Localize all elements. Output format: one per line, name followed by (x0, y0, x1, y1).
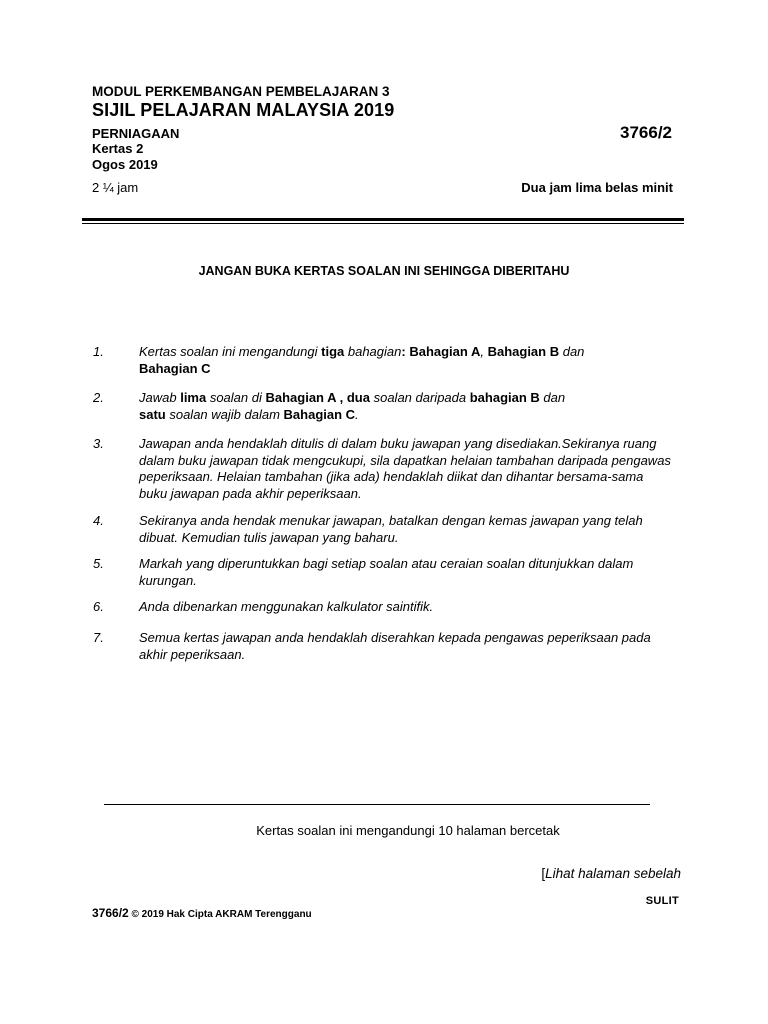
page-count-note: Kertas soalan ini mengandungi 10 halaman bercetak (256, 823, 560, 838)
instruction-text: Jawapan anda hendaklah ditulis di dalam buku jawapan yang disediakan.Sekiranya ruang dalam buku jawapan tidak mengcukupi, sila dapatkan helaian tambahan daripada pengawas peperiksaan. Helaian tambahan (jika ada) hendaklah diikat dan dihantar bersama-sama buku jawapan pada akhir peperiksaan. (139, 436, 671, 501)
paper-code: 3766/2 (620, 123, 672, 142)
footer-rule (104, 804, 650, 805)
instruction-number: 2. (93, 390, 104, 405)
next-page-note: [Lihat halaman sebelah (541, 866, 681, 881)
exam-date: Ogos 2019 (92, 157, 158, 172)
instruction-number: 1. (93, 344, 104, 359)
instruction-text: Jawab lima soalan di Bahagian A , dua soalan daripada bahagian B dan satu soalan wajib dalam Bahagian C. (139, 390, 566, 422)
instruction-text: Kertas soalan ini mengandungi tiga bahagian: Bahagian A, Bahagian B dan Bahagian C (139, 344, 585, 376)
warning-notice: JANGAN BUKA KERTAS SOALAN INI SEHINGGA DIBERITAHU (198, 264, 570, 278)
header-rule-thin (82, 223, 684, 224)
instruction-number: 4. (93, 513, 104, 528)
instruction-text: Semua kertas jawapan anda hendaklah diserahkan kepada pengawas peperiksaan pada akhir peperiksaan. (139, 630, 651, 662)
subject: PERNIAGAAN (92, 126, 180, 141)
instruction-number: 6. (93, 599, 104, 614)
instruction-number: 3. (93, 436, 104, 451)
instruction-number: 5. (93, 556, 104, 571)
instruction-text: Anda dibenarkan menggunakan kalkulator saintifik. (139, 599, 434, 614)
classification-label: SULIT (645, 895, 679, 907)
duration-words: Dua jam lima belas minit (521, 180, 673, 195)
instruction-text: Sekiranya anda hendak menukar jawapan, batalkan dengan kemas jawapan yang telah dibuat. Kemudian tulis jawapan yang baharu. (139, 513, 643, 545)
duration: 2 ¼ jam (92, 180, 139, 195)
instruction-number: 7. (93, 630, 104, 645)
header-rule-thick (82, 218, 684, 221)
instruction-text: Markah yang diperuntukkan bagi setiap soalan atau ceraian soalan ditunjukkan dalam kurungan. (139, 556, 634, 588)
copyright-line: 3766/2 © 2019 Hak Cipta AKRAM Terengganu (92, 906, 312, 920)
module-title: MODUL PERKEMBANGAN PEMBELAJARAN 3 (92, 84, 390, 99)
exam-title: SIJIL PELAJARAN MALAYSIA 2019 (92, 100, 395, 120)
paper-number: Kertas 2 (92, 141, 144, 156)
